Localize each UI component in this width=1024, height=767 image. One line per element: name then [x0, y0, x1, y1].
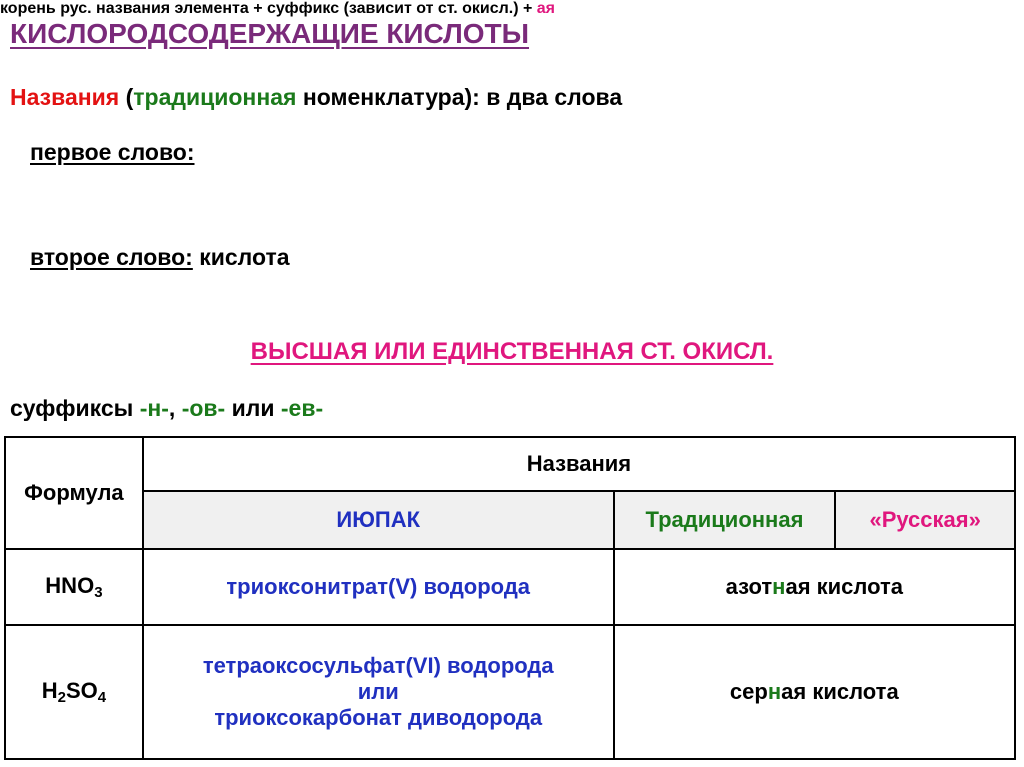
formula-subscript: 4 — [97, 689, 107, 706]
suffix-or: или — [225, 395, 281, 421]
highest-state-heading: ВЫСШАЯ ИЛИ ЕДИНСТВЕННАЯ СТ. ОКИСЛ. — [250, 338, 774, 365]
suffix-comma: , — [168, 395, 182, 421]
table-subheader-row — [5, 491, 1015, 549]
formula-subscript: 2 — [57, 689, 66, 706]
suffix-ov: -ов- — [181, 395, 226, 421]
header-formula: Формула — [5, 437, 143, 549]
formula-text: H — [41, 678, 58, 703]
formula-text: SO — [65, 678, 98, 703]
header-iupac: ИЮПАК — [143, 491, 614, 549]
trad-ending: ая кислота — [785, 574, 903, 599]
formula-text: HNO — [45, 573, 95, 598]
iupac-cell: триоксонитрат(V) водорода — [143, 549, 614, 625]
trad-root: сер — [729, 679, 768, 704]
second-word-line — [30, 244, 290, 271]
header-traditional: Традиционная — [614, 491, 836, 549]
page-title: КИСЛОРОДСОДЕРЖАЩИЕ КИСЛОТЫ — [10, 18, 530, 49]
trad-ending: ая кислота — [781, 679, 899, 704]
names-line — [10, 84, 622, 111]
iupac-line: триоксокарбонат диводорода — [214, 705, 543, 730]
table-header-row — [5, 437, 1015, 491]
names-rest: номенклатура): в два слова — [296, 84, 623, 110]
iupac-line: тетраоксосульфат(VI) водорода — [202, 653, 554, 678]
traditional-cell — [614, 625, 1015, 759]
names-label: Названия — [10, 84, 120, 110]
trad-suffix: н — [767, 679, 782, 704]
formation-rule-ending: ая — [536, 0, 556, 17]
trad-root: азот — [725, 574, 773, 599]
header-russian: «Русская» — [835, 491, 1015, 549]
formation-rule — [0, 0, 555, 18]
traditional-cell — [614, 549, 1015, 625]
second-word-label: второе слово: — [30, 244, 193, 270]
trad-suffix: н — [772, 574, 786, 599]
names-open-paren: ( — [119, 84, 134, 110]
table-row — [5, 625, 1015, 759]
table-row — [5, 549, 1015, 625]
first-word-label: первое слово: — [30, 139, 195, 165]
formation-rule-text: корень рус. названия элемента + суффикс (зависит от ст. окисл.) + — [0, 0, 537, 17]
suffix-ev: -ев- — [280, 395, 324, 421]
suffixes-label: суффиксы — [10, 395, 140, 421]
formula-subscript: 3 — [94, 584, 103, 601]
traditional-word: традиционная — [133, 84, 297, 110]
acids-table — [4, 436, 1016, 760]
suffix-n: -н- — [139, 395, 169, 421]
iupac-line: или — [357, 679, 399, 704]
suffixes-line — [10, 395, 323, 422]
header-names: Названия — [143, 437, 1015, 491]
formula-cell — [5, 625, 143, 759]
iupac-cell — [143, 625, 614, 759]
formula-cell — [5, 549, 143, 625]
second-word-value: кислота — [192, 244, 290, 270]
